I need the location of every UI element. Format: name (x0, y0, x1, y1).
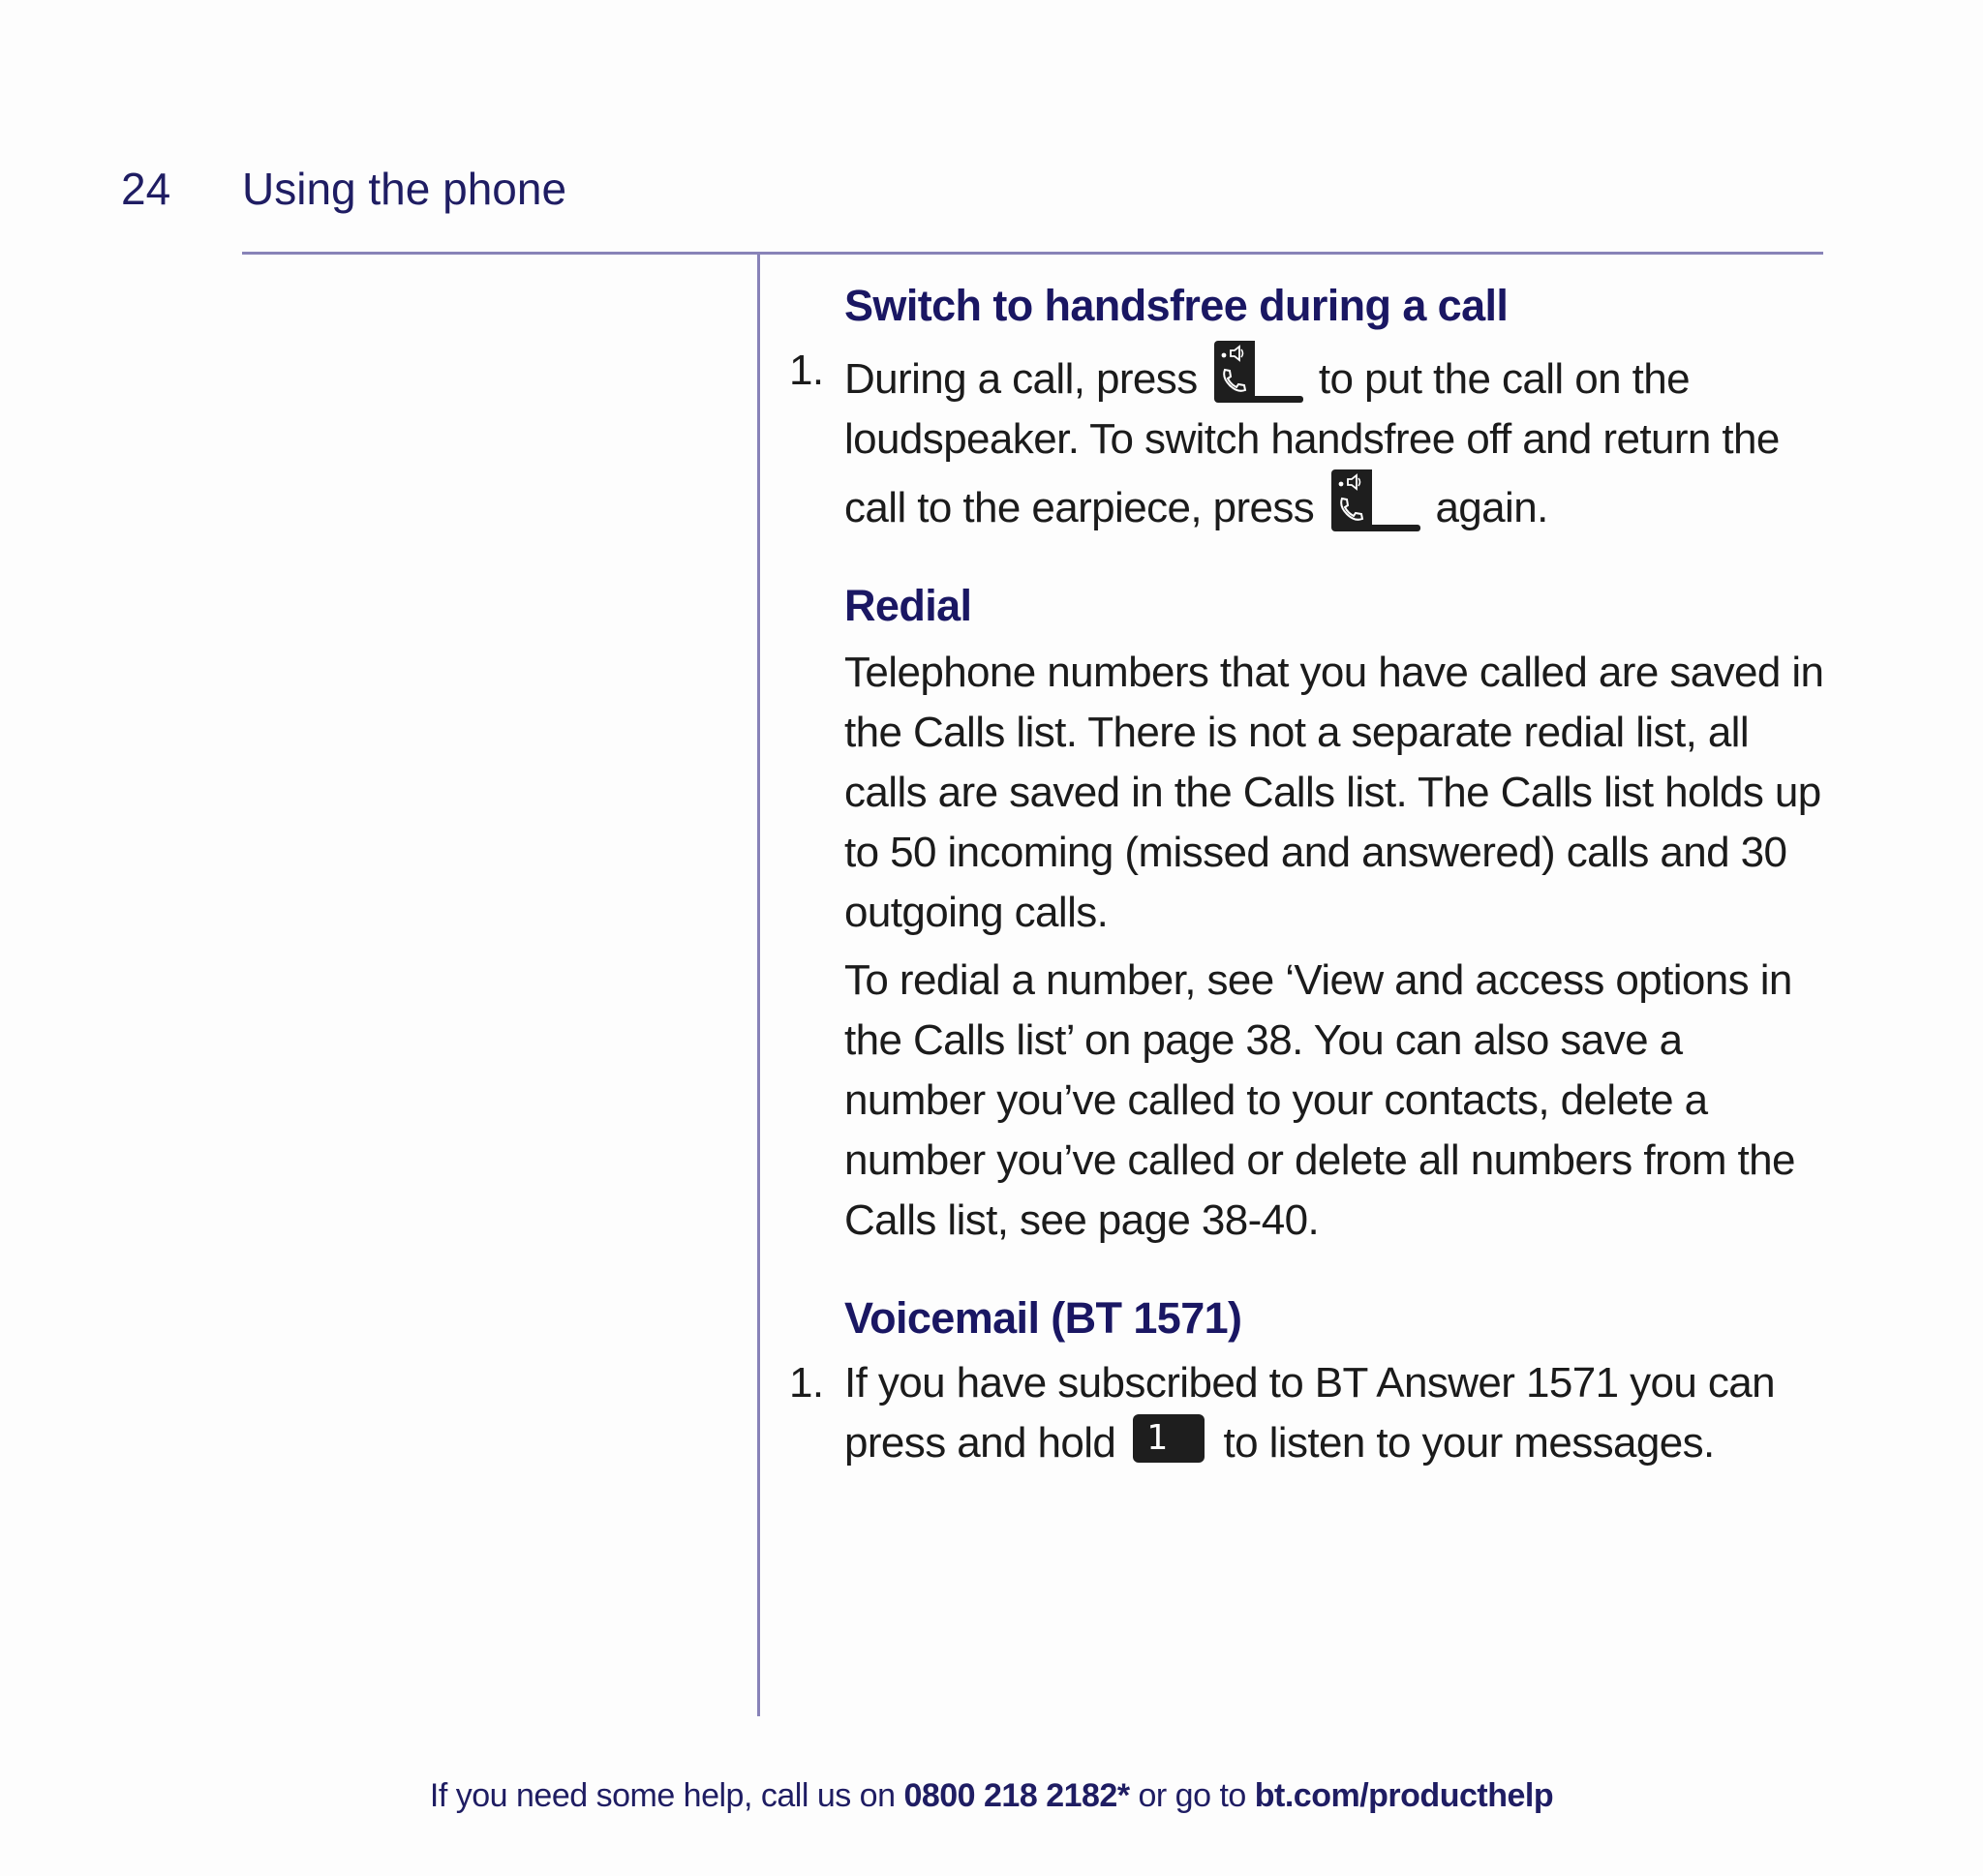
key-label: 1 (1145, 1418, 1167, 1458)
header-divider (242, 252, 1823, 255)
column-divider (757, 254, 760, 1716)
handsfree-text-3: again. (1435, 484, 1548, 531)
voicemail-heading: Voicemail (BT 1571) (844, 1293, 1242, 1343)
handsfree-key-icon (1214, 341, 1303, 403)
redial-heading: Redial (844, 581, 972, 630)
footer-help (0, 1777, 1983, 1815)
number-1-key-icon (1133, 1414, 1205, 1463)
help-url: bt.com/producthelp (1254, 1777, 1554, 1814)
handsfree-key-icon (1331, 469, 1420, 531)
main-content (789, 277, 1832, 1473)
page-number: 24 (121, 164, 171, 214)
redial-paragraph-2: To redial a number, see ‘View and access options in the Calls list’ on page 38. You can also save a number you’ve called to your contacts, delete a number you’ve called or delete all numbers from the Calls list, see page 38-40. (844, 956, 1795, 1244)
help-phone-number: 0800 218 2182* (903, 1777, 1130, 1814)
voicemail-step (789, 1353, 1832, 1473)
handsfree-text-2: to put the call on the loudspeaker. To switch handsfree off and return the call to the earpiece, press (844, 355, 1780, 531)
redial-paragraph-1: Telephone numbers that you have called are saved in the Calls list. There is not a separate redial list, all calls are saved in the Calls list. The Calls list holds up to 50 incoming (missed and answered) calls and 30 outgoing calls. (844, 649, 1824, 936)
footer-text-2: or go to (1129, 1777, 1255, 1814)
handsfree-step (789, 341, 1832, 538)
step-number: 1. (789, 1359, 824, 1407)
section-title: Using the phone (242, 164, 567, 214)
footer-text-1: If you need some help, call us on (429, 1777, 904, 1814)
handsfree-heading: Switch to handsfree during a call (844, 281, 1509, 330)
voicemail-text-2: to listen to your messages. (1223, 1419, 1715, 1467)
handsfree-text-1: During a call, press (844, 355, 1198, 403)
voicemail-text-1: If you have subscribed to BT Answer 1571 you can press and hold (844, 1359, 1775, 1467)
step-number: 1. (789, 347, 824, 394)
